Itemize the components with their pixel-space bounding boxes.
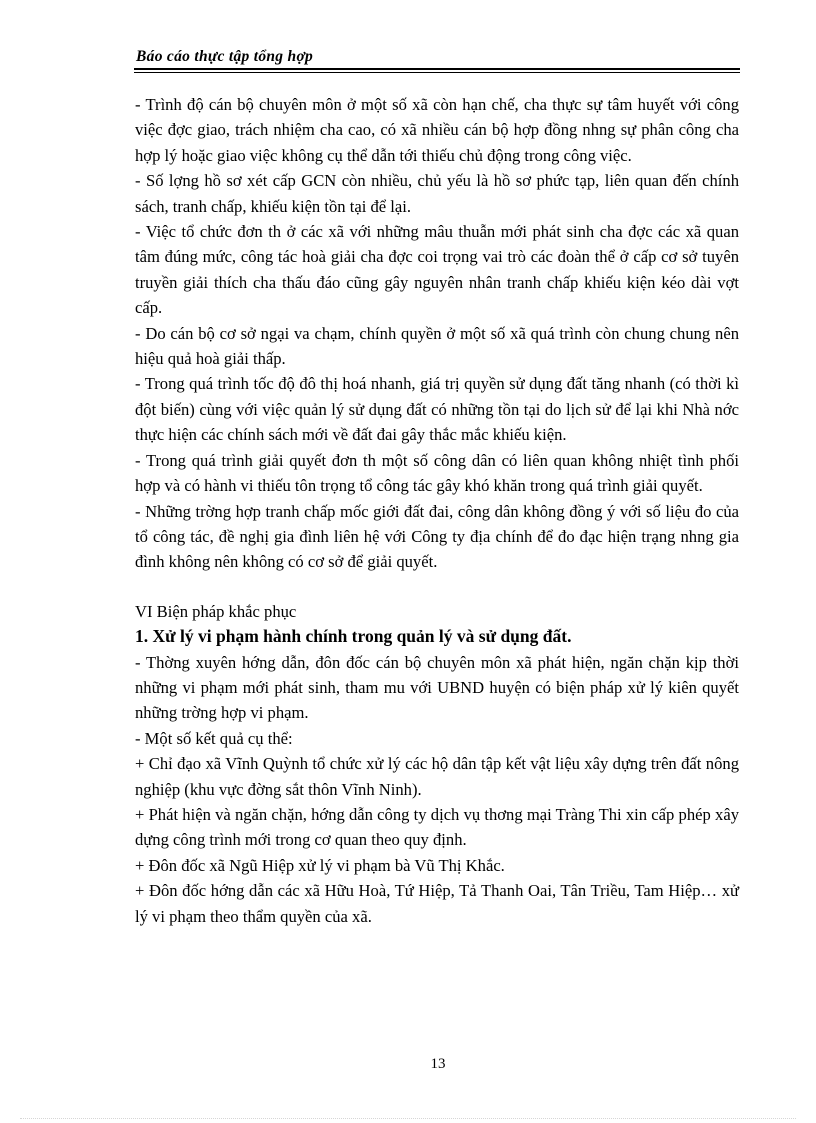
subsection-heading: 1. Xử lý vi phạm hành chính trong quản lý và sử dụng đất. xyxy=(135,626,572,647)
paragraph: - Việc tổ chức đơn th ở các xã với những mâu thuẫn mới phát sinh cha đợc các xã quan tâm đúng mức, công tác hoà giải cha đợc coi trọng vai trò các đoàn thể ở cấp cơ sở tuyên truyền giải thích cha thấu đáo cũng gây nguyên nhân tranh chấp khiếu kiện kéo dài vợt cấp. xyxy=(135,222,739,318)
document-body xyxy=(135,92,739,929)
header-rule-thick xyxy=(134,68,740,70)
paragraph: + Chỉ đạo xã Vĩnh Quỳnh tổ chức xử lý các hộ dân tập kết vật liệu xây dựng trên đất nông nghiệp (khu vực đờng sắt thôn Vĩnh Ninh). xyxy=(135,754,739,799)
paragraph: - Do cán bộ cơ sở ngại va chạm, chính quyền ở một số xã quá trình còn chung chung nên hiệu quả hoà giải thấp. xyxy=(135,323,739,369)
page-header xyxy=(134,48,740,73)
page-number: 13 xyxy=(430,1056,446,1072)
section-heading: VI Biện pháp khắc phục xyxy=(135,601,297,621)
paragraph: - Số lợng hồ sơ xét cấp GCN còn nhiều, chủ yếu là hồ sơ phức tạp, liên quan đến chính sách, tranh chấp, khiếu kiện tồn tại để lại. xyxy=(135,171,739,216)
paragraph: - Một số kết quả cụ thể: xyxy=(135,728,293,748)
header-title: Báo cáo thực tập tổng hợp xyxy=(136,48,314,65)
paragraph: + Đôn đốc hớng dẫn các xã Hữu Hoà, Tứ Hiệp, Tả Thanh Oai, Tân Triều, Tam Hiệp… xử lý vi phạm theo thẩm quyền của xã. xyxy=(135,881,739,926)
paragraph: - Những trờng hợp tranh chấp mốc giới đất đai, công dân không đồng ý với số liệu đo của tổ công tác, đề nghị gia đình liên hệ với Công ty địa chính để đo đạc hiện trạng nhng gia đình không nên không có cơ sở để giải quyết. xyxy=(135,501,739,572)
paragraph: - Trong quá trình giải quyết đơn th một số công dân có liên quan không nhiệt tình phối hợp và có hành vi thiếu tôn trọng tổ công tác gây khó khăn trong quá trình giải quyết. xyxy=(135,450,739,496)
page-bottom-border xyxy=(20,1118,796,1119)
paragraph: + Phát hiện và ngăn chặn, hớng dẫn công ty dịch vụ thơng mại Tràng Thi xin cấp phép xây dựng công trình mới trong cơ quan theo quy định. xyxy=(135,804,739,850)
header-rule-thin xyxy=(134,72,740,73)
paragraph: - Trong quá trình tốc độ đô thị hoá nhanh, giá trị quyền sử dụng đất tăng nhanh (có thời kì đột biến) cùng với việc quản lý sử dụng đất có những tồn tại do lịch sử để lại khi Nhà nớc thực hiện các chính sách mới về đất đai gây thắc mắc khiếu kiện. xyxy=(135,374,739,445)
paragraph: - Thờng xuyên hớng dẫn, đôn đốc cán bộ chuyên môn xã phát hiện, ngăn chặn kịp thời những vi phạm mới phát sinh, tham mu với UBND huyện có biện pháp xử lý kiên quyết những trờng hợp vi phạm. xyxy=(135,652,739,723)
paragraph: + Đôn đốc xã Ngũ Hiệp xử lý vi phạm bà Vũ Thị Khắc. xyxy=(135,855,505,875)
spacer xyxy=(135,575,739,599)
paragraph: - Trình độ cán bộ chuyên môn ở một số xã còn hạn chế, cha thực sự tâm huyết với công việc đợc giao, trách nhiệm cha cao, có xã nhiều cán bộ hợp đồng nhng sự phân công cha hợp lý hoặc giao việc không cụ thể dẫn tới thiếu chủ động trong công việc. xyxy=(135,95,739,165)
